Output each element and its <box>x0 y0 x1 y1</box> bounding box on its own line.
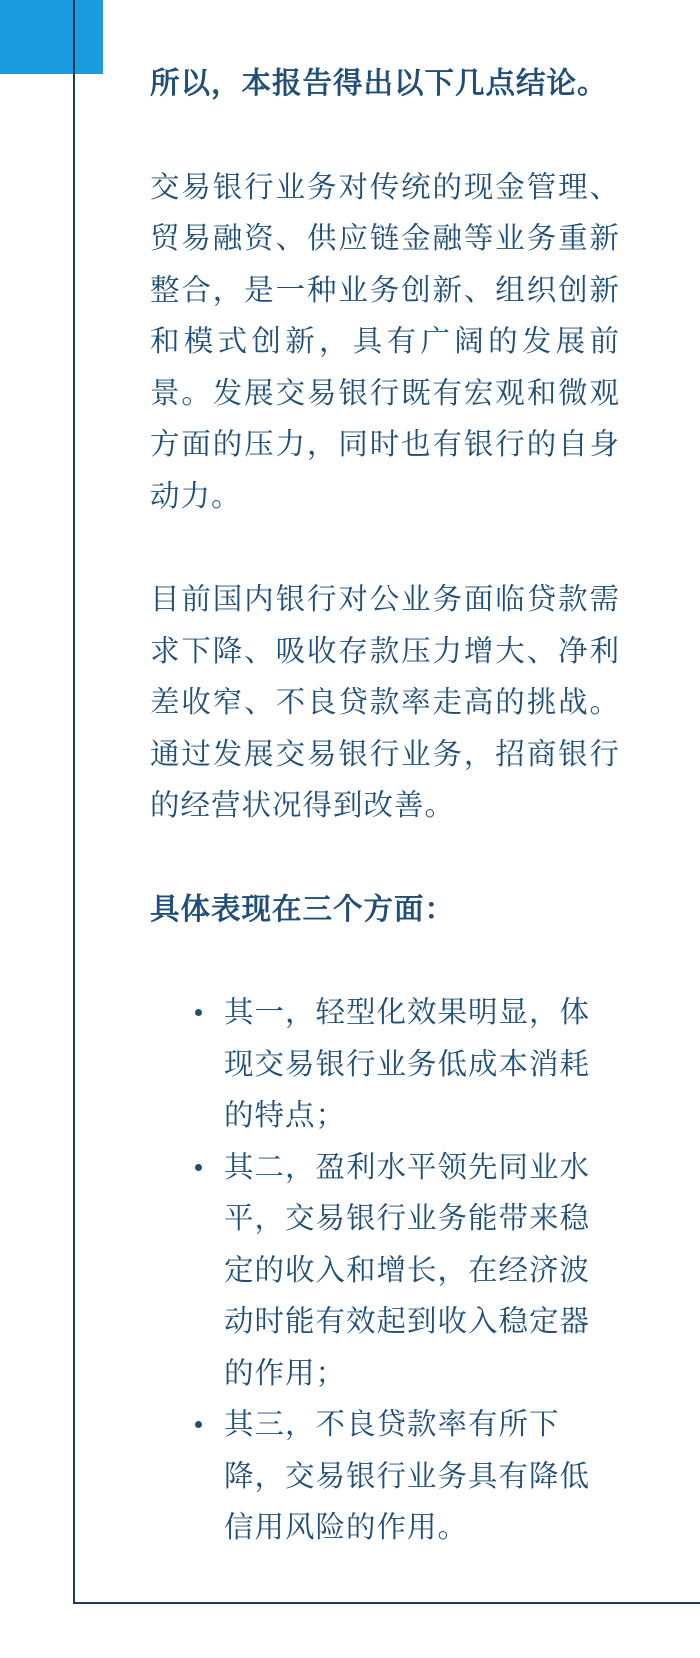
list-item <box>150 987 620 1142</box>
paragraph-transaction-banking: 交易银行业务对传统的现金管理、贸易融资、供应链金融等业务重新整合，是一种业务创新、组织创新和模式创新，具有广阔的发展前景。发展交易银行既有宏观和微观方面的压力，同时也有银行的自身动力。 <box>150 169 620 513</box>
list-item-text: 其一，轻型化效果明显，体现交易银行业务低成本消耗的特点； <box>224 995 591 1132</box>
article-body <box>150 58 620 1554</box>
conclusion-heading: 所以，本报告得出以下几点结论。 <box>150 66 608 100</box>
bullet-icon <box>195 1421 202 1428</box>
aspects-heading: 具体表现在三个方面： <box>150 891 456 926</box>
list-item <box>150 1399 620 1554</box>
paragraph-domestic-banks: 目前国内银行对公业务面临贷款需求下降、吸收存款压力增大、净利差收窄、不良贷款率走高的挑战。通过发展交易银行业务，招商银行的经营状况得到改善。 <box>150 582 620 822</box>
bullet-icon <box>195 1164 202 1171</box>
list-item-text: 其三，不良贷款率有所下降，交易银行业务具有降低信用风险的作用。 <box>224 1407 591 1544</box>
list-item <box>150 1142 620 1400</box>
aspects-list <box>150 987 620 1554</box>
bullet-icon <box>195 1009 202 1016</box>
list-item-text: 其二，盈利水平领先同业水平，交易银行业务能带来稳定的收入和增长，在经济波动时能有效起到收入稳定器的作用； <box>224 1149 591 1390</box>
